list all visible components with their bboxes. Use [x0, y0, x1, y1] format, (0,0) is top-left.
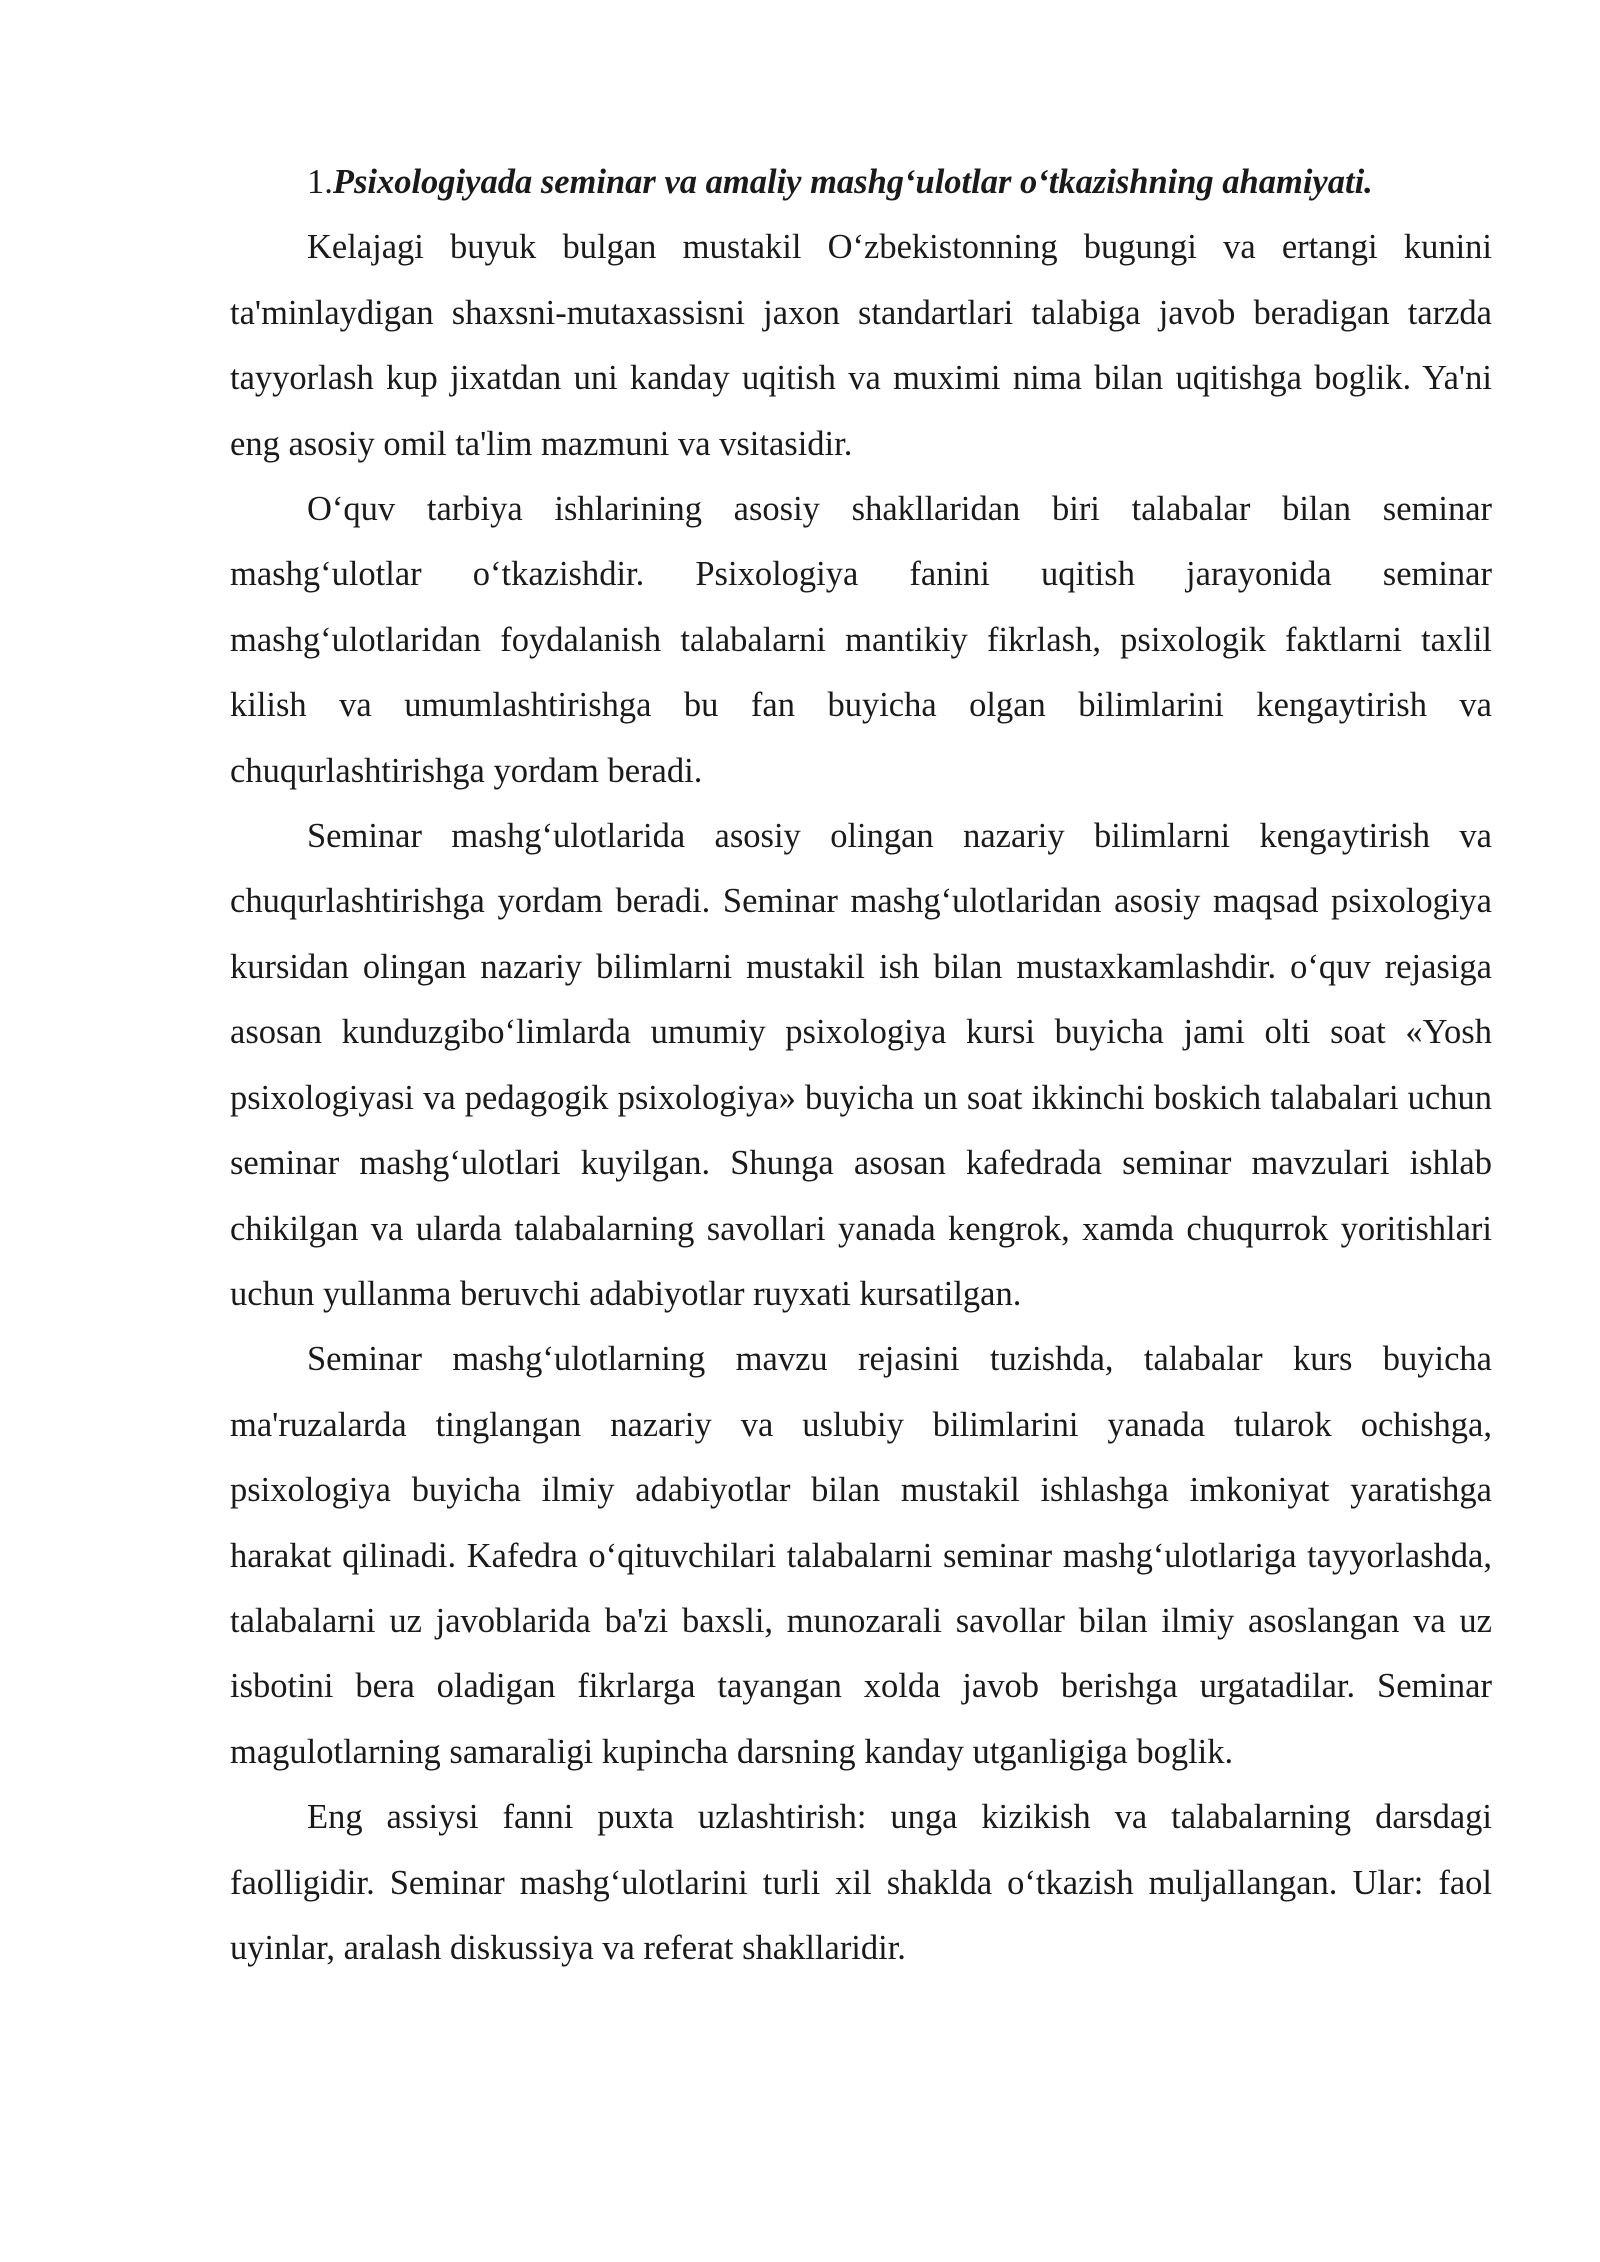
paragraph-5: Eng assiysi fanni puxta uzlashtirish: unga kizikish va talabalarning darsdagi faolligidir. Seminar mashg‘ulotlarini turli xil shaklda o‘tkazish muljallangan. Ular: faol uyinlar, aralash diskussiya va referat shakllaridir. [230, 1798, 1492, 1967]
paragraph-3: Seminar mashg‘ulotlarida asosiy olingan nazariy bilimlarni kengaytirish va chuqurlashtirishga yordam beradi. Seminar mashg‘ulotlaridan asosiy maqsad psixologiya kursidan olingan nazariy bilimlarni mustakil ish bilan mustaxkamlashdir. o‘quv rejasiga asosan kunduzgibo‘limlarda umumiy psixologiya kursi buyicha jami olti soat «Yosh psixologiyasi va pedagogik psixologiya» buyicha un soat ikkinchi boskich talabalari uchun seminar mashg‘ulotlari kuyilgan. Shunga asosan kafedrada seminar mavzulari ishlab chikilgan va ularda talabalarning savollari yanada kengrok, xamda chuqurrok yoritishlari uchun yullanma beruvchi adabiyotlar ruyxati kursatilgan. [230, 817, 1492, 1313]
section-title: Psixologiyada seminar va amaliy mashg‘ulotlar o‘tkazishning ahamiyati. [332, 163, 1373, 201]
paragraph-4: Seminar mashg‘ulotlarning mavzu rejasini tuzishda, talabalar kurs buyicha ma'ruzalarda tinglangan nazariy va uslubiy bilimlarini yanada tularok ochishga, psixologiya buyicha ilmiy adabiyotlar bilan mustakil ishlashga imkoniyat yaratishga harakat qilinadi. Kafedra o‘qituvchilari talabalarni seminar mashg‘ulotlariga tayyorlashda, talabalarni uz javoblarida ba'zi baxsli, munozarali savollar bilan ilmiy asoslangan va uz isbotini bera oladigan fikrlarga tayangan xolda javob berishga urgatadilar. Seminar magulotlarning samaraligi kupincha darsning kanday utganligiga boglik. [230, 1340, 1492, 1771]
paragraph-1: Kelajagi buyuk bulgan mustakil O‘zbekistonning bugungi va ertangi kunini ta'minlaydigan shaxsni-mutaxassisni jaxon standartlari talabiga javob beradigan tarzda tayyorlash kup jixatdan uni kanday uqitish va muximi nima bilan uqitishga boglik. Ya'ni eng asosiy omil ta'lim mazmuni va vsitasidir. [230, 228, 1492, 463]
section-heading [230, 150, 1492, 215]
paragraph-2: O‘quv tarbiya ishlarining asosiy shakllaridan biri talabalar bilan seminar mashg‘ulotlar o‘tkazishdir. Psixologiya fanini uqitish jarayonida seminar mashg‘ulotlaridan foydalanish talabalarni mantikiy fikrlash, psixologik faktlarni taxlil kilish va umumlashtirishga bu fan buyicha olgan bilimlarini kengaytirish va chuqurlashtirishga yordam beradi. [230, 490, 1492, 790]
section-number: 1. [307, 163, 333, 201]
document-page [230, 150, 1492, 1981]
